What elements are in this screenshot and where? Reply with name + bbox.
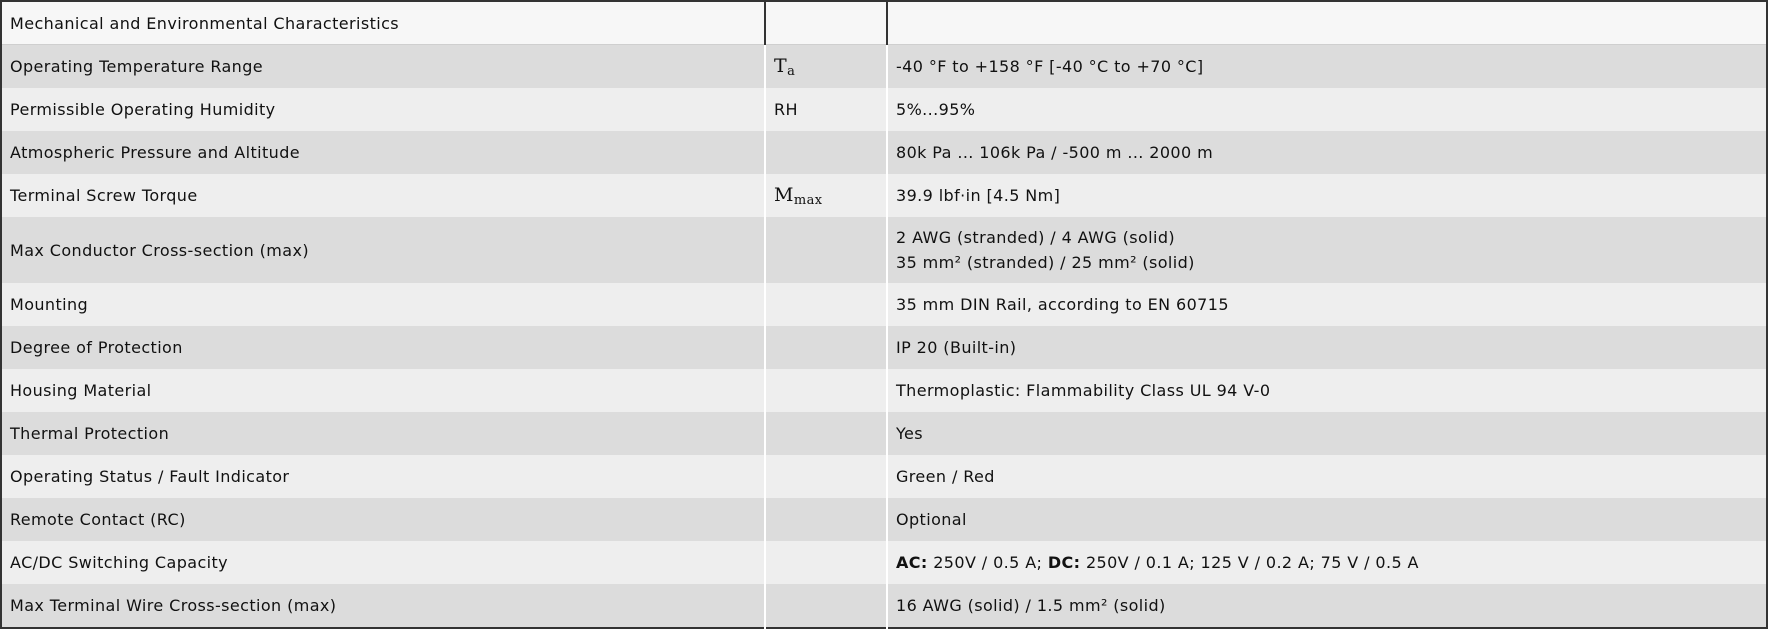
- table-row: [1, 326, 1767, 369]
- table-title: Mechanical and Environmental Characteristics: [1, 1, 765, 45]
- symbol: $T_a$: [774, 54, 796, 79]
- header-symbol-cell: [765, 1, 887, 45]
- symbol-cell: [765, 326, 887, 369]
- symbol-cell: [765, 217, 887, 283]
- parameter-value: Yes: [887, 412, 1767, 455]
- parameter-name: Max Conductor Cross-section (max): [1, 217, 765, 283]
- parameter-name: Terminal Screw Torque: [1, 174, 765, 217]
- table-row: [1, 498, 1767, 541]
- table-row: [1, 584, 1767, 628]
- parameter-name: Operating Temperature Range: [1, 45, 765, 89]
- symbol-cell: [765, 369, 887, 412]
- ac-label: AC:: [896, 553, 928, 572]
- table-row: [1, 45, 1767, 89]
- parameter-name: Operating Status / Fault Indicator: [1, 455, 765, 498]
- symbol-cell: [765, 45, 887, 89]
- parameter-name: AC/DC Switching Capacity: [1, 541, 765, 584]
- parameter-value: Green / Red: [887, 455, 1767, 498]
- table-header-row: [1, 1, 1767, 45]
- parameter-name: Housing Material: [1, 369, 765, 412]
- table-row: [1, 412, 1767, 455]
- symbol-cell: [765, 412, 887, 455]
- parameter-value: [887, 541, 1767, 584]
- table-row: [1, 283, 1767, 326]
- ac-value: 250V / 0.5 A;: [927, 553, 1048, 572]
- table-row: [1, 455, 1767, 498]
- parameter-value: 80k Pa ... 106k Pa / -500 m ... 2000 m: [887, 131, 1767, 174]
- symbol-cell: [765, 131, 887, 174]
- symbol: $M_{max}$: [774, 183, 823, 208]
- dc-value: 250V / 0.1 A; 125 V / 0.2 A; 75 V / 0.5 A: [1080, 553, 1419, 572]
- table-row: [1, 217, 1767, 283]
- symbol-cell: [765, 174, 887, 217]
- parameter-value: [887, 217, 1767, 283]
- header-value-cell: [887, 1, 1767, 45]
- symbol-cell: [765, 283, 887, 326]
- table-row: [1, 541, 1767, 584]
- parameter-name: Mounting: [1, 283, 765, 326]
- symbol-cell: [765, 455, 887, 498]
- parameter-value: Thermoplastic: Flammability Class UL 94 V-0: [887, 369, 1767, 412]
- table-row: [1, 369, 1767, 412]
- symbol-cell: [765, 584, 887, 628]
- parameter-value: 39.9 lbf·in [4.5 Nm]: [887, 174, 1767, 217]
- dc-label: DC:: [1047, 553, 1081, 572]
- parameter-value: IP 20 (Built-in): [887, 326, 1767, 369]
- parameter-value: -40 °F to +158 °F [-40 °C to +70 °C]: [887, 45, 1767, 89]
- parameter-name: Max Terminal Wire Cross-section (max): [1, 584, 765, 628]
- value-line: 2 AWG (stranded) / 4 AWG (solid): [896, 228, 1176, 247]
- parameter-value: 16 AWG (solid) / 1.5 mm² (solid): [887, 584, 1767, 628]
- symbol-cell: [765, 88, 887, 131]
- table-row: [1, 174, 1767, 217]
- symbol-cell: [765, 541, 887, 584]
- symbol-cell: [765, 498, 887, 541]
- parameter-name: Permissible Operating Humidity: [1, 88, 765, 131]
- parameter-value: Optional: [887, 498, 1767, 541]
- parameter-value: 35 mm DIN Rail, according to EN 60715: [887, 283, 1767, 326]
- symbol: RH: [774, 100, 798, 119]
- parameter-value: 5%...95%: [887, 88, 1767, 131]
- parameter-name: Degree of Protection: [1, 326, 765, 369]
- table-row: [1, 131, 1767, 174]
- parameter-name: Remote Contact (RC): [1, 498, 765, 541]
- parameter-name: Thermal Protection: [1, 412, 765, 455]
- parameter-name: Atmospheric Pressure and Altitude: [1, 131, 765, 174]
- table-row: [1, 88, 1767, 131]
- value-line: 35 mm² (stranded) / 25 mm² (solid): [896, 253, 1195, 272]
